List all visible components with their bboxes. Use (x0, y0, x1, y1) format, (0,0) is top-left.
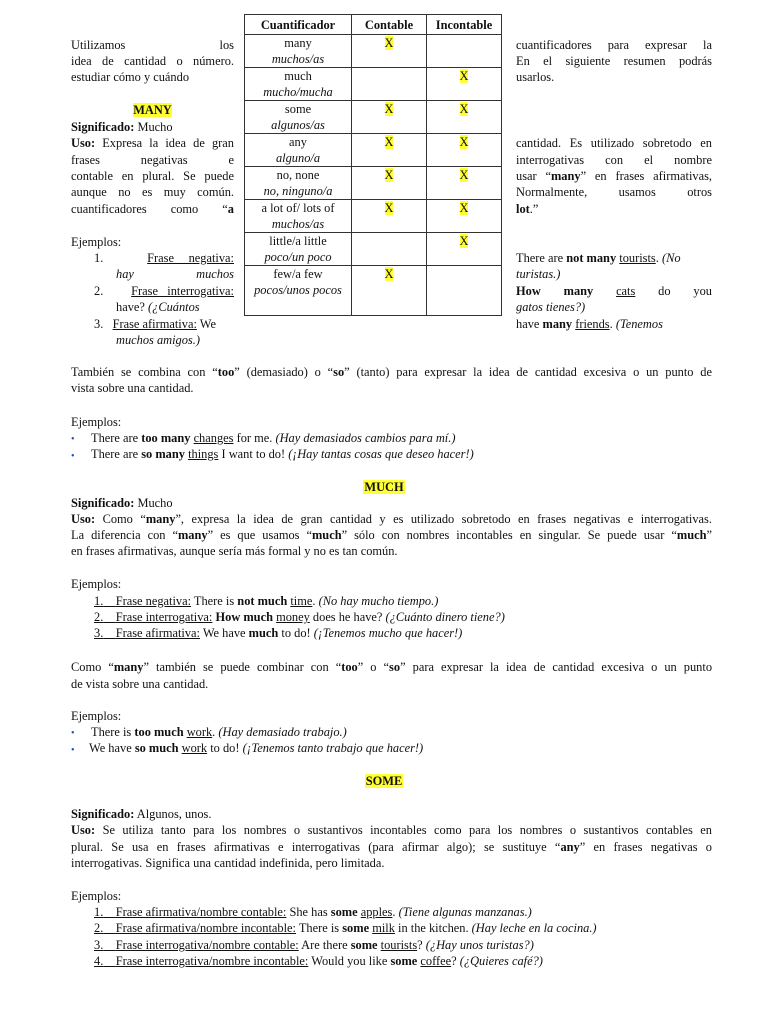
some-heading: SOME (365, 774, 403, 788)
quantifier-word: many (284, 36, 312, 50)
contable-cell (352, 35, 427, 68)
much-use-2: La diferencia con “many” es que usamos “much” sólo con nombres incontables en singular. Se puede usar “much” (71, 528, 712, 542)
incontable-cell (427, 68, 502, 101)
quantifier-cell (245, 68, 352, 101)
many-use-left-1: Uso: Expresa la idea de gran (71, 136, 234, 150)
many-ex2-right-2: gatos tienes?) (516, 300, 586, 314)
quantifier-word: some (284, 102, 312, 116)
much-too-2: de vista sobre una cantidad. (71, 677, 209, 691)
quantifier-word: any (289, 135, 307, 149)
quantifier-cell (245, 167, 352, 200)
quantifier-translation: alguno/a (275, 151, 321, 165)
many-ex1-left-2: hay muchos (116, 267, 234, 281)
much-use-1: Uso: Como “many”, expresa la idea de gran cantidad y es utilizado sobretodo en frases negativas e interrogativas. (71, 512, 712, 526)
incontable-mark: X (459, 102, 469, 116)
incontable-cell (427, 101, 502, 134)
many-ex3-left-2: muchos amigos.) (116, 333, 200, 347)
header-incontable: Incontable (427, 15, 502, 35)
table-row (245, 101, 502, 134)
header-cuantificador: Cuantificador (245, 15, 352, 35)
many-meaning: Significado: Mucho (71, 120, 173, 134)
incontable-cell (427, 35, 502, 68)
table-row (245, 167, 502, 200)
much-use-3: en frases afirmativas, aunque sería más formal y no es tan común. (71, 544, 398, 558)
contable-mark: X (384, 102, 394, 116)
quantifier-cell (245, 266, 352, 316)
many-use-left-5: cuantificadores como “a (71, 202, 234, 216)
incontable-cell (427, 200, 502, 233)
incontable-cell (427, 167, 502, 200)
bullet-icon: • (71, 434, 75, 445)
contable-mark: X (384, 267, 394, 281)
table-row (245, 200, 502, 233)
incontable-mark: X (459, 234, 469, 248)
many-use-right-4: Normalmente, usamos otros (516, 185, 712, 199)
header-contable: Contable (352, 15, 427, 35)
contable-cell (352, 233, 427, 266)
bullet-icon: • (71, 728, 75, 739)
table-body (245, 35, 502, 316)
quantifier-cell (245, 101, 352, 134)
intro-right-3: usarlos. (516, 70, 555, 84)
many-use-right-5: lot.” (516, 202, 539, 216)
many-use-right-3: usar “many” en frases afirmativas, (516, 169, 712, 183)
many-heading: MANY (133, 103, 172, 117)
quantifier-word: a lot of/ lots of (261, 201, 335, 215)
some-examples-label: Ejemplos: (71, 889, 122, 903)
much-meaning: Significado: Mucho (71, 496, 173, 510)
quantifier-translation: poco/un poco (264, 250, 332, 264)
quantifier-word: little/a little (269, 234, 327, 248)
contable-mark: X (384, 135, 394, 149)
table-row (245, 266, 502, 316)
table-row (245, 68, 502, 101)
much-ex2: 2. Frase interrogativa: How much money does he have? (¿Cuánto dinero tiene?) (94, 610, 505, 624)
quantifier-cell (245, 200, 352, 233)
much-e1: There is too much work. (Hay demasiado trabajo.) (91, 725, 347, 739)
much-too-1: Como “many” también se puede combinar con “too” o “so” para expresar la idea de cantidad excesiva o un punto (71, 660, 713, 674)
many-examples-label: Ejemplos: (71, 235, 122, 249)
quantifier-cell (245, 35, 352, 68)
quantifier-translation: algunos/as (271, 118, 325, 132)
quantifier-table (244, 14, 502, 316)
table-row (245, 35, 502, 68)
much-heading: MUCH (364, 480, 404, 494)
many-too-line-2: vista sobre una cantidad. (71, 381, 194, 395)
incontable-mark: X (459, 201, 469, 215)
intro-left-1: Utilizamos los (71, 38, 234, 52)
quantifier-cell (245, 233, 352, 266)
many-examples2-label: Ejemplos: (71, 415, 122, 429)
contable-cell (352, 167, 427, 200)
table-header-row (245, 15, 502, 35)
bullet-icon: • (71, 451, 75, 462)
many-ex2-left: 2. Frase interrogativa: (94, 284, 235, 298)
many-use-left-3: contable en plural. Se puede (71, 169, 234, 183)
quantifier-word: no, none (276, 168, 320, 182)
quantifier-word: much (284, 69, 312, 83)
incontable-cell (427, 233, 502, 266)
some-ex3: 3. Frase interrogativa/nombre contable: Are there some tourists? (¿Hay unos turistas?) (94, 938, 534, 952)
intro-left-2: idea de cantidad o número. (71, 54, 234, 68)
many-ex2-right: How many cats do you (516, 284, 712, 298)
some-meaning: Significado: Algunos, unos. (71, 807, 212, 821)
incontable-mark: X (459, 69, 469, 83)
quantifier-translation: muchos/as (271, 217, 325, 231)
many-too-line-1: También se combina con “too” (demasiado) o “so” (tanto) para expresar la idea de cantidad excesiva o un punto de (71, 365, 712, 379)
contable-cell (352, 134, 427, 167)
many-ex1-left: 1. Frase negativa: (94, 251, 234, 265)
much-examples2-label: Ejemplos: (71, 709, 122, 723)
contable-mark: X (384, 168, 394, 182)
much-ex3: 3. Frase afirmativa: We have much to do! (¡Tenemos mucho que hacer!) (94, 626, 463, 640)
contable-cell (352, 101, 427, 134)
incontable-mark: X (459, 135, 469, 149)
quantifier-translation: muchos/as (271, 52, 325, 66)
many-ex1-right-2: turistas.) (516, 267, 561, 281)
quantifier-translation: mucho/mucha (263, 85, 333, 99)
many-ex3-right: have many friends. (Tenemos (516, 317, 663, 331)
much-e2: We have so much work to do! (¡Tenemos tanto trabajo que hacer!) (89, 741, 424, 755)
incontable-cell (427, 266, 502, 316)
incontable-mark: X (459, 168, 469, 182)
many-ex2-left-2: have? (¿Cuántos (116, 300, 200, 314)
many-use-left-4: aunque no es muy común. (71, 185, 234, 199)
incontable-cell (427, 134, 502, 167)
some-ex1: 1. Frase afirmativa/nombre contable: She has some apples. (Tiene algunas manzanas.) (94, 905, 532, 919)
many-use-right-2: interrogativas con el nombre (516, 153, 712, 167)
some-use-1: Uso: Se utiliza tanto para los nombres o sustantivos incontables como para los nombres o sustantivos contables en (71, 823, 712, 837)
intro-left-3: estudiar cómo y cuándo (71, 70, 190, 84)
much-examples-label: Ejemplos: (71, 577, 122, 591)
quantifier-cell (245, 134, 352, 167)
bullet-icon: • (71, 745, 75, 756)
contable-cell (352, 266, 427, 316)
contable-cell (352, 68, 427, 101)
some-use-2: plural. Se usa en frases afirmativas e interrogativas (para afirmar algo); se sustituye “any” en frases negativas o (71, 840, 713, 854)
many-e2: There are so many things I want to do! (¡Hay tantas cosas que deseo hacer!) (91, 447, 474, 461)
many-ex1-right: There are not many tourists. (No (516, 251, 681, 265)
many-e1: There are too many changes for me. (Hay demasiados cambios para mí.) (91, 431, 456, 445)
some-use-3: interrogativas. Significa una cantidad indefinida, pero limitada. (71, 856, 385, 870)
table-row (245, 134, 502, 167)
contable-cell (352, 200, 427, 233)
many-ex3-left: 3. Frase afirmativa: We (94, 317, 216, 331)
intro-right-2: En el siguiente resumen podrás (516, 54, 712, 68)
table-row (245, 233, 502, 266)
some-ex4: 4. Frase interrogativa/nombre incontable: Would you like some coffee? (¿Quieres café?) (94, 954, 543, 968)
quantifier-translation: no, ninguno/a (263, 184, 333, 198)
much-ex1: 1. Frase negativa: There is not much time. (No hay mucho tiempo.) (94, 594, 439, 608)
quantifier-translation: pocos/unos pocos (254, 283, 342, 297)
quantifier-word: few/a few (273, 267, 323, 281)
many-use-right-1: cantidad. Es utilizado sobretodo en (516, 136, 712, 150)
intro-right-1: cuantificadores para expresar la (516, 38, 712, 52)
contable-mark: X (384, 201, 394, 215)
some-ex2: 2. Frase afirmativa/nombre incontable: There is some milk in the kitchen. (Hay leche en la cocina.) (94, 921, 597, 935)
many-use-left-2: frases negativas e (71, 153, 234, 167)
contable-mark: X (384, 36, 394, 50)
